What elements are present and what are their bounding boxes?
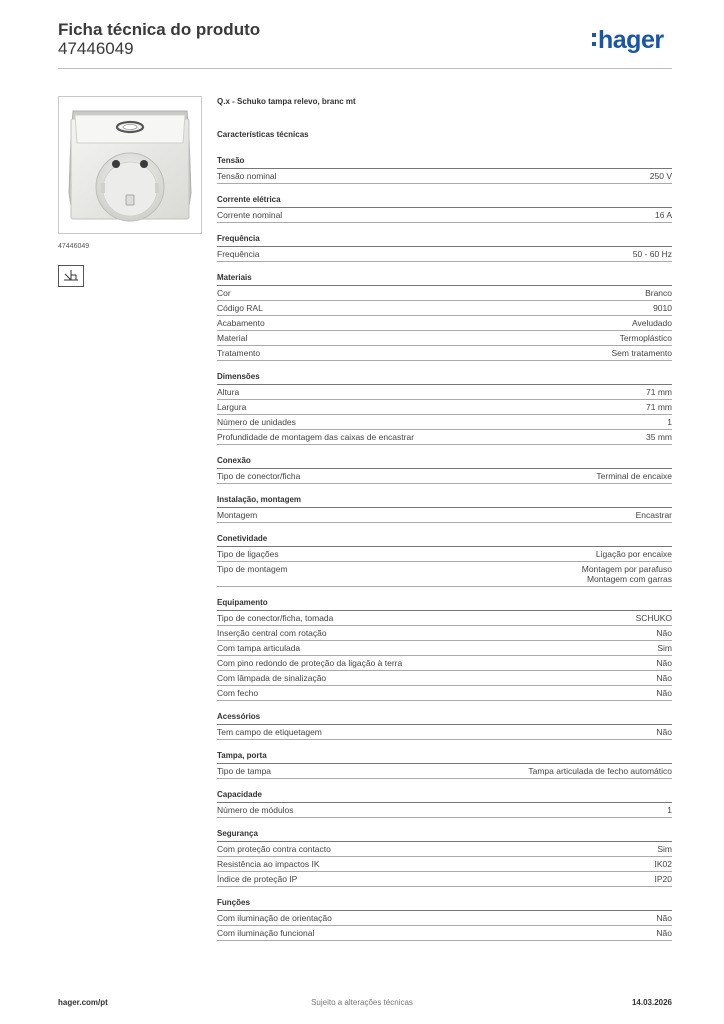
spec-label: Com proteção contra contacto — [217, 844, 331, 854]
spec-section — [217, 534, 672, 587]
spec-value-line: Terminal de encaixe — [596, 471, 672, 481]
spec-value — [657, 643, 672, 653]
section-title: Instalação, montagem — [217, 495, 672, 508]
spec-value-line: Termoplástico — [619, 333, 672, 343]
spec-value-line: Não — [656, 673, 672, 683]
section-title: Funções — [217, 898, 672, 911]
spec-row — [217, 725, 672, 740]
section-title: Frequência — [217, 234, 672, 247]
section-title: Dimensões — [217, 372, 672, 385]
spec-value-line: 1 — [667, 417, 672, 427]
spec-value — [656, 628, 672, 638]
spec-value-line: Montagem por parafuso — [581, 564, 672, 574]
spec-value — [667, 417, 672, 427]
spec-row — [217, 626, 672, 641]
spec-value — [655, 210, 672, 220]
spec-row — [217, 430, 672, 445]
spec-label: Inserção central com rotação — [217, 628, 327, 638]
spec-value-line: Montagem com garras — [586, 574, 672, 584]
spec-section — [217, 751, 672, 779]
spec-label: Código RAL — [217, 303, 263, 313]
image-caption: 47446049 — [58, 243, 90, 250]
spec-value-line: 1 — [667, 805, 672, 815]
spec-value-line: Aveludado — [631, 318, 672, 328]
spec-row — [217, 547, 672, 562]
spec-section — [217, 712, 672, 740]
spec-value — [655, 874, 673, 884]
spec-value-line: Não — [656, 688, 672, 698]
spec-section — [217, 156, 672, 184]
spec-value — [612, 348, 672, 358]
spec-value — [646, 432, 672, 442]
spec-sections — [217, 156, 672, 941]
spec-value — [656, 928, 672, 938]
spec-section — [217, 456, 672, 484]
spec-value-line: Tampa articulada de fecho automático — [528, 766, 672, 776]
spec-label: Com iluminação de orientação — [217, 913, 332, 923]
spec-section — [217, 829, 672, 887]
spec-section — [217, 195, 672, 223]
spec-row — [217, 286, 672, 301]
spec-row — [217, 842, 672, 857]
schuko-socket-illustration — [59, 97, 201, 233]
section-title: Acessórios — [217, 712, 672, 725]
section-title: Segurança — [217, 829, 672, 842]
spec-value-line: IP20 — [654, 874, 672, 884]
spec-value — [667, 805, 672, 815]
spec-value-line: Encastrar — [635, 510, 672, 520]
spec-value-line: 50 - 60 Hz — [632, 249, 672, 259]
spec-section — [217, 273, 672, 361]
page-title: Ficha técnica do produto — [58, 20, 261, 39]
spec-label: Tipo de conector/ficha, tomada — [217, 613, 334, 623]
spec-value-line: Não — [656, 928, 672, 938]
spec-label: Material — [217, 333, 248, 343]
spec-value — [596, 549, 672, 559]
spec-row — [217, 911, 672, 926]
spec-label: Tipo de tampa — [217, 766, 272, 776]
section-title: Conetividade — [217, 534, 672, 547]
spec-value-line: IK02 — [654, 859, 672, 869]
spec-label: Com lâmpada de sinalização — [217, 673, 327, 683]
spec-value — [596, 471, 672, 481]
spec-section — [217, 790, 672, 818]
spec-row — [217, 169, 672, 184]
spec-value-line: Sim — [657, 844, 672, 854]
spec-value — [620, 333, 672, 343]
spec-value — [656, 688, 672, 698]
spec-label: Com fecho — [217, 688, 259, 698]
spec-value — [653, 303, 672, 313]
spec-value — [646, 402, 672, 412]
header-divider — [58, 68, 672, 69]
spec-section — [217, 598, 672, 701]
spec-label: Com pino redondo de proteção da ligação à terra — [217, 658, 403, 668]
spec-row — [217, 301, 672, 316]
spec-row — [217, 346, 672, 361]
footer-notice: Sujeito a alterações técnicas — [311, 998, 413, 1007]
spec-value-line: 250 V — [649, 171, 672, 181]
spec-value — [528, 766, 672, 776]
spec-value-line: 35 mm — [646, 432, 672, 442]
section-title: Tensão — [217, 156, 672, 169]
spec-row — [217, 400, 672, 415]
spec-label: Tipo de montagem — [217, 564, 288, 574]
spec-section — [217, 234, 672, 262]
spec-value-line: Ligação por encaixe — [595, 549, 672, 559]
spec-label: Índice de proteção IP — [217, 874, 298, 884]
specs-heading: Características técnicas — [217, 130, 309, 139]
section-title: Conexão — [217, 456, 672, 469]
spec-value — [633, 249, 672, 259]
spec-value — [656, 673, 672, 683]
spec-label: Número de unidades — [217, 417, 296, 427]
logo-text: hager — [598, 26, 664, 54]
section-title: Equipamento — [217, 598, 672, 611]
product-name: Q.x - Schuko tampa relevo, branc mt — [217, 97, 356, 106]
spec-label: Largura — [217, 402, 247, 412]
spec-row — [217, 857, 672, 872]
spec-value-line: Sem tratamento — [611, 348, 672, 358]
spec-row — [217, 872, 672, 887]
spec-label: Altura — [217, 387, 240, 397]
spec-label: Tratamento — [217, 348, 261, 358]
spec-section — [217, 898, 672, 941]
spec-value-line: 71 mm — [646, 402, 672, 412]
spec-label: Acabamento — [217, 318, 265, 328]
spec-value-line: Não — [656, 727, 672, 737]
spec-row — [217, 656, 672, 671]
spec-label: Com iluminação funcional — [217, 928, 315, 938]
spec-row — [217, 508, 672, 523]
spec-value — [582, 564, 672, 584]
spec-value-line: Não — [656, 628, 672, 638]
spec-value-line: SCHUKO — [635, 613, 672, 623]
section-title: Corrente elétrica — [217, 195, 672, 208]
spec-sheet — [217, 96, 672, 941]
spec-value — [632, 318, 672, 328]
spec-row — [217, 316, 672, 331]
spec-value — [655, 859, 673, 869]
spec-row — [217, 611, 672, 626]
spec-value-line: Não — [656, 658, 672, 668]
footer-website: hager.com/pt — [58, 998, 108, 1007]
spec-row — [217, 803, 672, 818]
spec-value — [646, 387, 672, 397]
spec-label: Resistência ao impactos IK — [217, 859, 320, 869]
installation-symbol-icon — [58, 265, 84, 287]
spec-label: Montagem — [217, 510, 258, 520]
spec-row — [217, 562, 672, 587]
spec-row — [217, 671, 672, 686]
spec-value-line: Branco — [645, 288, 672, 298]
spec-value-line: Não — [656, 913, 672, 923]
spec-value — [656, 913, 672, 923]
spec-value — [645, 288, 672, 298]
footer-date: 14.03.2026 — [631, 998, 672, 1007]
spec-value — [657, 844, 672, 854]
hager-logo — [592, 28, 664, 53]
product-code: 47446049 — [58, 39, 134, 58]
section-title: Capacidade — [217, 790, 672, 803]
section-title: Tampa, porta — [217, 751, 672, 764]
spec-row — [217, 331, 672, 346]
spec-label: Cor — [217, 288, 231, 298]
section-title: Materiais — [217, 273, 672, 286]
spec-label: Tem campo de etiquetagem — [217, 727, 322, 737]
spec-row — [217, 686, 672, 701]
spec-row — [217, 641, 672, 656]
spec-label: Número de módulos — [217, 805, 294, 815]
spec-value-line: Sim — [657, 643, 672, 653]
spec-label: Profundidade de montagem das caixas de encastrar — [217, 432, 415, 442]
spec-row — [217, 385, 672, 400]
spec-value — [650, 171, 672, 181]
product-image — [58, 96, 202, 234]
spec-label: Com tampa articulada — [217, 643, 301, 653]
spec-label: Tipo de conector/ficha — [217, 471, 301, 481]
logo-colon — [592, 28, 596, 50]
spec-row — [217, 926, 672, 941]
spec-value-line: 71 mm — [646, 387, 672, 397]
spec-label: Tensão nominal — [217, 171, 277, 181]
spec-label: Tipo de ligações — [217, 549, 279, 559]
spec-label: Frequência — [217, 249, 260, 259]
spec-row — [217, 208, 672, 223]
spec-row — [217, 764, 672, 779]
spec-value-line: 9010 — [653, 303, 672, 313]
spec-section — [217, 372, 672, 445]
spec-value — [636, 613, 672, 623]
spec-value — [636, 510, 672, 520]
spec-section — [217, 495, 672, 523]
spec-row — [217, 415, 672, 430]
spec-value — [656, 658, 672, 668]
spec-value — [656, 727, 672, 737]
spec-row — [217, 469, 672, 484]
spec-value-line: 16 A — [654, 210, 672, 220]
spec-label: Corrente nominal — [217, 210, 283, 220]
spec-row — [217, 247, 672, 262]
